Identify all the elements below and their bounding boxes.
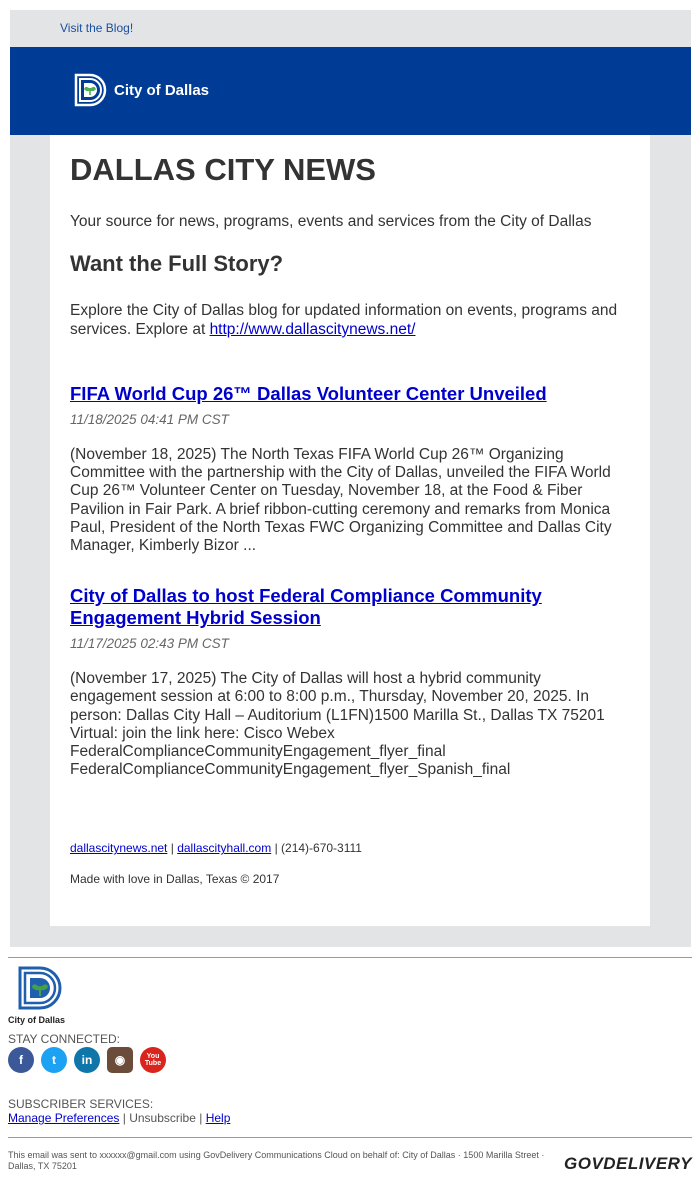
- dallascityhall-link[interactable]: dallascityhall.com: [177, 841, 272, 856]
- article-summary: [70, 670, 630, 779]
- article-date: 11/18/2025 04:41 PM CST: [70, 412, 229, 427]
- article-summary: (November 18, 2025) The North Texas FIFA World Cup 26™ Organizing Committee with the partnership with the City of Dallas, unveiled the FIFA World Cup 26™ Volunteer Center on Tuesday, November 18, at the Food & Fiber Pavilion in Fair Park. A brief ribbon-cutting ceremony and remarks from Monica Paul, President of the North Texas FWC Organizing Committee and Dallas City Manager, Kimberly Bizor ...: [70, 446, 612, 555]
- footer-links: dallascitynews.net | dallascityhall.com | (214)-670-3111: [70, 841, 362, 856]
- stay-connected-label: STAY CONNECTED:: [8, 1032, 121, 1046]
- stay-connected-section: [8, 1032, 692, 1073]
- tagline: Your source for news, programs, events and services from the City of Dallas: [70, 213, 592, 230]
- visit-blog-link[interactable]: Visit the Blog!: [60, 21, 134, 35]
- blog-url-link[interactable]: http://www.dallascitynews.net/: [209, 321, 416, 338]
- phone-number: | (214)-670-3111: [271, 841, 362, 856]
- subscriber-services-section: [8, 1097, 692, 1125]
- social-icons: [8, 1047, 692, 1073]
- instagram-icon[interactable]: ◉: [107, 1047, 133, 1073]
- explore-text: Explore the City of Dallas blog for updated information on events, programs and services. Explore at http://www.dallascitynews.net/: [70, 302, 618, 338]
- article-date: 11/17/2025 02:43 PM CST: [70, 636, 229, 652]
- article-summary-text: (November 17, 2025) The City of Dallas will host a hybrid community engagement session at 6:00 to 8:00 p.m., Thursday, November 20, 2025. In person: Dallas City Hall – Auditorium (L1FN)1500 Marilla St., Dallas TX 75201 Virtual: join the link here: Cisco Webex: [70, 670, 605, 742]
- city-logo[interactable]: [74, 73, 209, 107]
- disclaimer-section: [8, 1150, 692, 1174]
- twitter-icon[interactable]: t: [41, 1047, 67, 1073]
- bottom-logo-label: City of Dallas: [8, 1015, 66, 1025]
- topbar: [10, 10, 691, 47]
- dallas-d-logo-icon: [74, 73, 108, 107]
- article-item: [70, 383, 630, 555]
- divider: [8, 1137, 692, 1138]
- dallascitynews-link[interactable]: dallascitynews.net: [70, 841, 168, 856]
- help-link[interactable]: Help: [205, 1111, 231, 1125]
- logo-text: City of Dallas: [114, 81, 210, 99]
- disclaimer-text: This email was sent to xxxxxx@gmail.com using GovDelivery Communications Cloud on behalf of: City of Dallas · 1500 Marilla Street · Dallas, TX 75201: [8, 1150, 545, 1171]
- unsubscribe-link[interactable]: Unsubscribe: [129, 1111, 196, 1125]
- subscriber-services-label: SUBSCRIBER SERVICES:: [8, 1097, 154, 1111]
- page-title: DALLAS CITY NEWS: [70, 152, 376, 187]
- govdelivery-logo[interactable]: GOVDELIVERY: [564, 1154, 692, 1173]
- article-title-link[interactable]: FIFA World Cup 26™ Dallas Volunteer Center Unveiled: [70, 383, 547, 404]
- linkedin-icon[interactable]: in: [74, 1047, 100, 1073]
- section-subtitle: Want the Full Story?: [70, 251, 284, 276]
- flyer-english-text: FederalComplianceCommunityEngagement_flyer_final: [70, 743, 446, 761]
- youtube-icon[interactable]: You Tube: [140, 1047, 166, 1073]
- content-card: [50, 135, 650, 926]
- flyer-spanish-text: FederalComplianceCommunityEngagement_flyer_Spanish_final: [70, 761, 511, 779]
- article-title-link[interactable]: City of Dallas to host Federal Compliance Community Engagement Hybrid Session: [70, 585, 542, 629]
- dallas-d-logo-icon: [16, 966, 68, 1010]
- header-banner: [10, 47, 691, 135]
- divider: [8, 957, 692, 958]
- article-item: [70, 585, 630, 779]
- bottom-logo: [8, 966, 692, 1025]
- made-with-love: Made with love in Dallas, Texas © 2017: [70, 872, 280, 887]
- subscriber-links: Manage Preferences | Unsubscribe | Help: [8, 1111, 231, 1125]
- facebook-icon[interactable]: f: [8, 1047, 34, 1073]
- manage-preferences-link[interactable]: Manage Preferences: [8, 1111, 120, 1125]
